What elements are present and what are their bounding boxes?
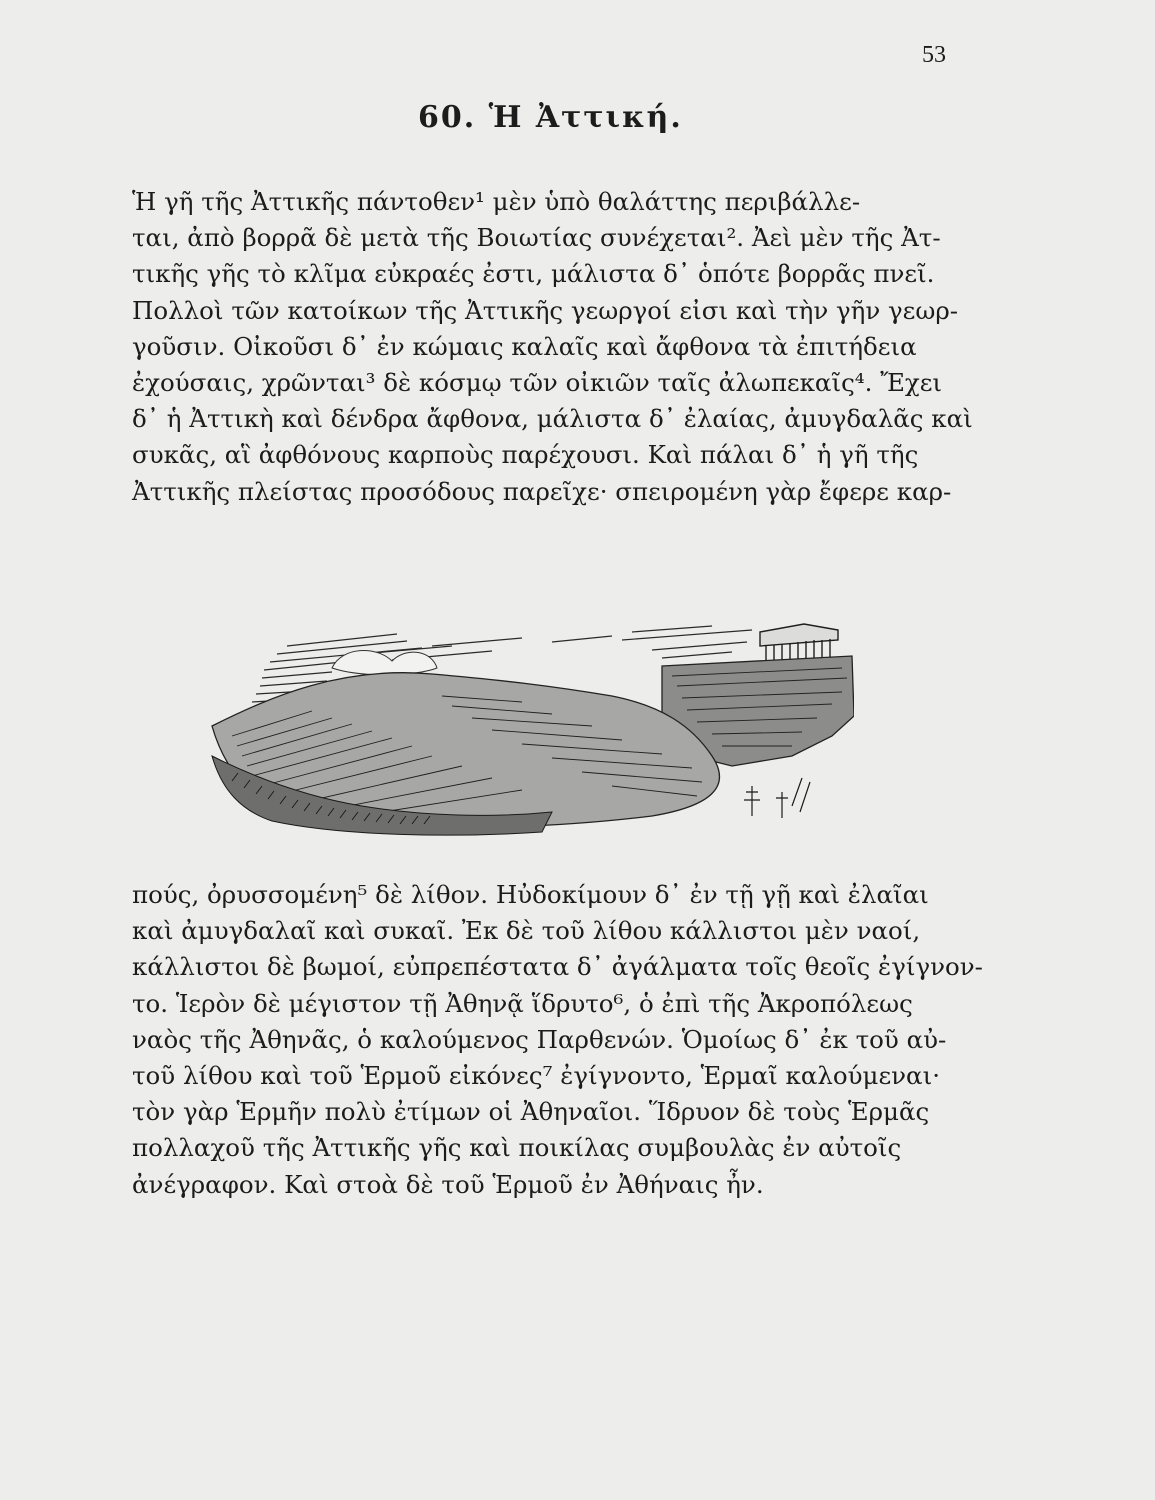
acropolis-landscape-illustration (192, 606, 854, 842)
text-line: συκᾶς, αἳ ἀφθόνους καρποὺς παρέχουσι. Καὶ πάλαι δ᾽ ἡ γῆ τῆς (132, 440, 919, 470)
text-line: γοῦσιν. Οἰκοῦσι δ᾽ ἐν κώμαις καλαῖς καὶ ἄφθονα τὰ ἐπιτήδεια (132, 331, 917, 361)
text-line: τικῆς γῆς τὸ κλῖμα εὐκραές ἐστι, μάλιστα δ᾽ ὁπότε βορρᾶς πνεῖ. (132, 259, 935, 289)
text-line: Ἡ γῆ τῆς Ἀττικῆς πάντοθεν¹ μὲν ὑπὸ θαλάττης περιβάλλε- (132, 187, 861, 216)
text-line: πολλαχοῦ τῆς Ἀττικῆς γῆς καὶ ποικίλας συμβουλὰς ἐν αὐτοῖς (132, 1133, 902, 1163)
text-line: τὸν γὰρ Ἑρμῆν πολὺ ἐτίμων οἱ Ἀθηναῖοι. Ἵδρυον δὲ τοὺς Ἑρμᾶς (132, 1097, 930, 1127)
chapter-title: 60. Ἡ Ἀττική. (418, 100, 683, 135)
paragraph-1 (132, 184, 972, 510)
page-number: 53 (922, 42, 946, 68)
text-line: ναὸς τῆς Ἀθηνᾶς, ὁ καλούμενος Παρθενών. Ὁμοίως δ᾽ ἐκ τοῦ αὐ- (132, 1024, 947, 1054)
text-line: Ἀττικῆς πλείστας προσόδους παρεῖχε· σπειρομένη γὰρ ἔφερε καρ- (132, 476, 952, 506)
text-line: ται, ἀπὸ βορρᾶ δὲ μετὰ τῆς Βοιωτίας συνέχεται². Ἀεὶ μὲν τῆς Ἀτ- (132, 223, 941, 253)
paragraph-2 (132, 877, 983, 1203)
text-line: το. Ἱερὸν δὲ μέγιστον τῇ Ἀθηνᾷ ἵδρυτο⁶, ὁ ἐπὶ τῆς Ἀκροπόλεως (132, 988, 913, 1018)
text-line: ἐχούσαις, χρῶνται³ δὲ κόσμῳ τῶν οἰκιῶν ταῖς ἀλωπεκαῖς⁴. Ἔχει (132, 367, 943, 397)
text-line: τοῦ λίθου καὶ τοῦ Ἑρμοῦ εἰκόνες⁷ ἐγίγνοντο, Ἑρμαῖ καλούμεναι· (132, 1060, 940, 1090)
text-line: ἀνέγραφον. Καὶ στοὰ δὲ τοῦ Ἑρμοῦ ἐν Ἀθήναις ἦν. (132, 1169, 764, 1199)
text-line: καὶ ἀμυγδαλαῖ καὶ συκαῖ. Ἐκ δὲ τοῦ λίθου κάλλιστοι μὲν ναοί, (132, 916, 921, 946)
text-line: Πολλοὶ τῶν κατοίκων τῆς Ἀττικῆς γεωργοί εἰσι καὶ τὴν γῆν γεωρ- (132, 295, 959, 325)
text-line: πούς, ὀρυσσομένη⁵ δὲ λίθον. Ηὐδοκίμουν δ᾽ ἐν τῇ γῇ καὶ ἐλαῖαι (132, 880, 929, 909)
text-line: κάλλιστοι δὲ βωμοί, εὐπρεπέστατα δ᾽ ἀγάλματα τοῖς θεοῖς ἐγίγνον- (132, 952, 983, 982)
text-line: δ᾽ ἡ Ἀττικὴ καὶ δένδρα ἄφθονα, μάλιστα δ᾽ ἐλαίας, ἀμυγδαλᾶς καὶ (132, 404, 973, 434)
